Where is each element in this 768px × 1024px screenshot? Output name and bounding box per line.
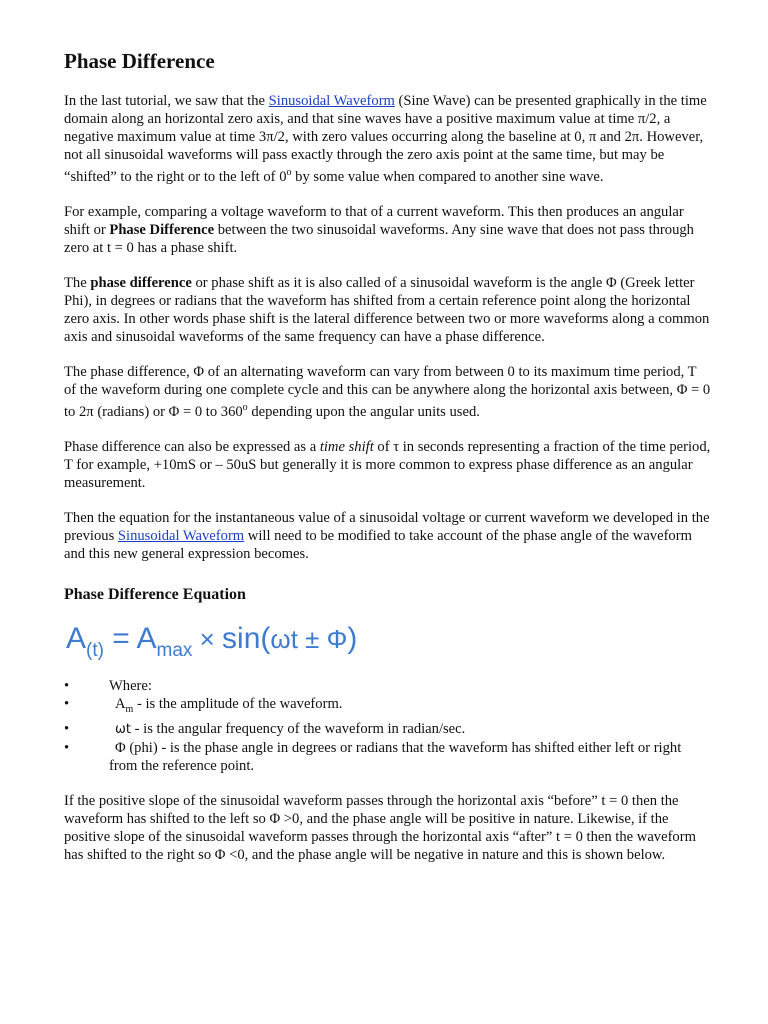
paragraph-text: will need to be modified to take account of the phase angle of the waveform and this new general expression becomes. [64,527,692,562]
sinusoidal-waveform-link[interactable]: Sinusoidal Waveform [268,93,395,109]
paragraph-text: between the two sinusoidal waveforms. Any sine wave that does not pass through zero at t = 0 has a phase shift. [64,221,694,256]
equation-lhs-subscript: (t) [86,639,104,661]
paragraph-text: or phase shift as it is also called of a sinusoidal waveform is the angle Φ (Greek letter Phi), in degrees or radians that the waveform has shifted from a certain reference point along the horizontal zero axis. In other words phase shift is the lateral difference between two or more waveforms along a common axis and sinusoidal waveforms of the same frequency can have a phase difference. [64,274,710,345]
paragraph-definition [64,274,712,346]
list-item-text: - is the angular frequency of the waveform in radian/sec. [130,720,466,737]
italic-term: time shift [319,438,374,455]
paragraph-text: In the last tutorial, we saw that the [64,93,269,109]
paragraph-slope: If the positive slope of the sinusoidal waveform passes through the horizontal axis “before” t = 0 then the waveform has shifted to the left so Φ >0, and the phase angle will be positive in nature. Likewise, if the positive slope of the sinusoidal waveform passes through the horizontal axis “after” t = 0 then the waveform has shifted to the right so Φ <0, and the phase angle will be negative in nature and this is shown below. [64,793,696,864]
paragraph-example [64,203,712,257]
equation-close: ) [347,621,358,655]
bold-term: Phase Difference [109,221,215,238]
sinusoidal-waveform-link[interactable]: Sinusoidal Waveform [117,527,245,544]
equation-times: × [192,623,223,654]
list-item-text: Where: [109,677,152,694]
paragraph-text: Then the equation for the instantaneous value of a sinusoidal voltage or current waveform we developed in the previous [64,509,710,544]
paragraph-equation-intro [64,509,712,563]
paragraph-text: (Sine Wave) can be presented graphically in the time domain along an horizontal zero axis, and that sine waves have a positive maximum value at time π/2, a negative maximum value at time 3π/2, with zero values occurring along the baseline at 0, π and 2π. However, not all sinusoidal waveforms will pass exactly through the zero axis point at the same time, but may be “shifted” to the right or to the left of 0 [64,93,707,185]
degree-superscript: o [242,401,248,413]
page-title: Phase Difference [64,49,215,73]
paragraph-text: by some value when compared to another sine wave. [291,168,604,185]
bold-term: phase difference [90,274,192,291]
paragraph-range [64,363,712,421]
paragraph-time-shift [64,438,712,492]
paragraph-intro [64,92,712,186]
paragraph-text: For example, comparing a voltage waveform to that of a current waveform. This then produces an angular shift or [64,203,684,238]
equation-equals: = A [103,621,157,655]
equation-omega-term: ωt ± Φ [270,623,348,654]
equation-lhs: A [66,621,87,655]
paragraph-text: Phase difference can also be expressed as a [64,438,320,455]
amplitude-symbol: A [115,696,126,713]
list-item-text: - is the amplitude of the waveform. [133,696,343,713]
list-item [64,739,712,775]
amplitude-subscript: m [125,704,134,716]
equation-terms-list [64,677,712,775]
degree-superscript: o [286,167,292,178]
paragraph-text: The [64,274,91,291]
equation-max-subscript: max [156,639,193,661]
angular-frequency-symbol: ωt [115,721,131,737]
list-item [64,720,712,739]
equation-sin: sin( [222,621,271,655]
paragraph-text: depending upon the angular units used. [247,403,480,420]
list-item [64,695,712,719]
phase-difference-equation [66,619,712,663]
paragraph-text: The phase difference, Φ of an alternating waveform can vary from between 0 to its maximum time period, T of the waveform during one complete cycle and this can be anywhere along the horizontal axis between, Φ = 0 to 2π (radians) or Φ = 0 to 360 [64,363,711,420]
section-heading: Phase Difference Equation [64,585,246,603]
paragraph-text: of τ in seconds representing a fraction of the time period, T for example, +10mS or – 50uS but generally it is more common to express phase difference as an angular measurement. [64,438,711,491]
phi-symbol: Φ [115,740,126,757]
list-item [64,677,712,695]
list-item-text: (phi) - is the phase angle in degrees or radians that the waveform has shifted either left or right from the reference point. [109,740,682,775]
